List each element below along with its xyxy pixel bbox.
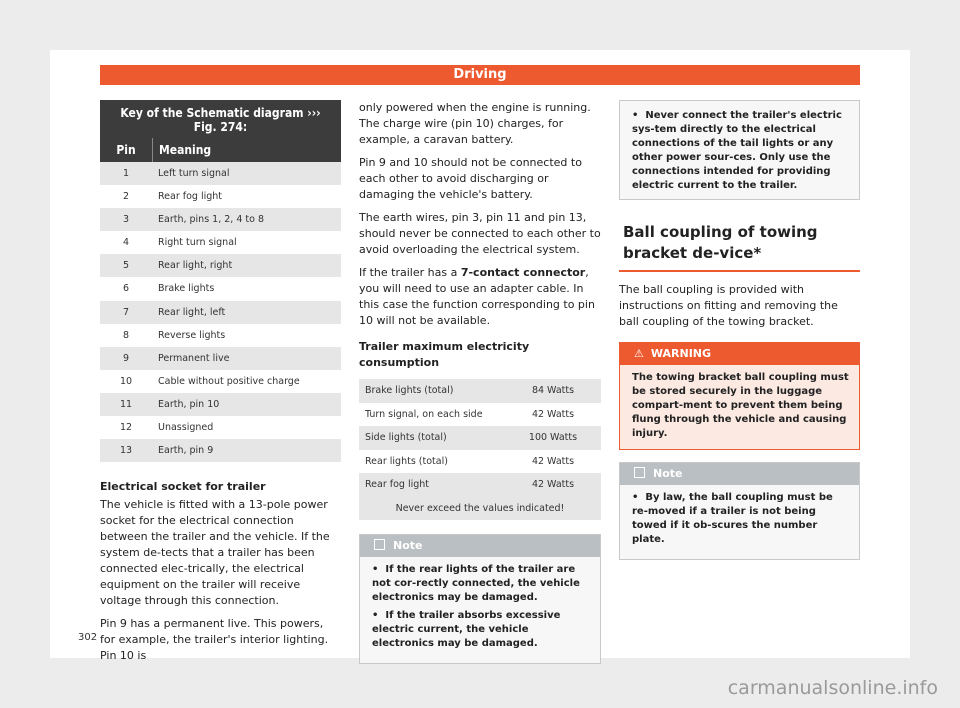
p4-pre: If the trailer has a <box>359 266 461 279</box>
table-row <box>100 254 341 277</box>
table-row <box>100 416 341 439</box>
paragraph-7-contact <box>359 265 601 329</box>
meaning-cell: Permanent live <box>158 352 230 364</box>
table-row <box>100 393 341 416</box>
note-title: Note <box>653 467 683 480</box>
note-box-trailer <box>359 534 601 664</box>
page-number: 302 <box>78 632 98 643</box>
consumption-table <box>359 379 601 520</box>
pin-cell: 11 <box>119 398 133 410</box>
key-table-header <box>100 100 341 162</box>
meaning-cell: Earth, pin 9 <box>158 445 214 457</box>
consumption-label: Rear lights (total) <box>365 455 448 467</box>
chapter-header <box>100 65 860 85</box>
key-table-body <box>100 162 341 462</box>
p4-bold: 7-contact connector <box>460 266 586 279</box>
consumption-value: 84 Watts <box>531 385 575 396</box>
pin-cell: 8 <box>122 329 130 341</box>
pin-cell: 13 <box>119 445 133 457</box>
column-right <box>619 100 860 560</box>
meaning-cell: Rear light, left <box>158 306 226 318</box>
consumption-footer <box>359 497 601 521</box>
note-item-text: By law, the ball coupling must be re-moved if a trailer is not being towed if it ob-scures the number plate. <box>632 492 833 545</box>
column-header-meaning: Meaning <box>159 143 212 157</box>
key-table-column-headers <box>100 138 341 162</box>
table-row <box>100 208 341 231</box>
warning-triangle-icon: ⚠ <box>634 347 644 360</box>
note-header <box>360 535 600 557</box>
table-row <box>100 277 341 300</box>
pin-cell: 4 <box>122 237 130 249</box>
consumption-value: 42 Watts <box>531 479 575 490</box>
pin-cell: 3 <box>122 214 130 226</box>
warning-body <box>620 365 859 449</box>
table-row <box>100 347 341 370</box>
consumption-value: 42 Watts <box>531 408 575 420</box>
consumption-label: Brake lights (total) <box>365 385 454 396</box>
note-icon <box>374 539 385 550</box>
pin-cell: 6 <box>122 283 130 295</box>
note-body <box>360 557 600 663</box>
table-row <box>100 185 341 208</box>
note-title: Note <box>393 539 423 552</box>
meaning-cell: Reverse lights <box>158 329 226 341</box>
socket-section-title: Electrical socket for trailer <box>100 480 266 494</box>
consumption-title: Trailer maximum electricity consumption <box>359 340 530 369</box>
note-body <box>620 485 859 559</box>
consumption-label: Turn signal, on each side <box>365 408 483 420</box>
consumption-value: 42 Watts <box>531 455 575 467</box>
meaning-cell: Unassigned <box>158 422 214 434</box>
info-item-text: Never connect the trailer's electric sys-tem directly to the electrical connections of the tail lights or any other power sour-ces. Only use the connections intended for providing electric current to the trailer. <box>632 110 842 191</box>
consumption-value: 100 Watts <box>528 432 578 443</box>
ball-coupling-paragraph: The ball coupling is provided with instructions on fitting and removing the ball coupling of the towing bracket. <box>619 283 838 328</box>
meaning-cell: Left turn signal <box>158 168 230 179</box>
pin-cell: 7 <box>122 306 130 318</box>
key-table-title: Key of the Schematic diagram ››› Fig. 274: <box>120 106 321 134</box>
meaning-cell: Cable without positive charge <box>158 375 300 387</box>
table-row <box>359 403 601 427</box>
table-row <box>359 426 601 450</box>
pin-cell: 12 <box>119 422 133 434</box>
warning-text: The towing bracket ball coupling must be stored securely in the luggage compart-ment to prevent them being flung through the vehicle and causing injury. <box>632 372 849 439</box>
table-row <box>359 450 601 474</box>
note-box-ball-coupling <box>619 462 860 560</box>
pin-cell: 9 <box>122 352 130 364</box>
consumption-label: Side lights (total) <box>365 432 447 443</box>
info-box-connection <box>619 100 860 200</box>
note-item: • If the trailer absorbs excessive electric current, the vehicle electronics may be damaged. <box>372 610 561 649</box>
note-item-text: If the rear lights of the trailer are not cor-rectly connected, the vehicle electronics may be damaged. <box>372 564 580 603</box>
warning-title: WARNING <box>650 347 712 360</box>
watermark: carmanualsonline.info <box>727 677 938 699</box>
pin-cell: 10 <box>119 375 133 387</box>
table-row <box>100 162 341 185</box>
p4-post: , you will need to use an adapter cable. In this case the function corresponding to pin 10 will not be available. <box>359 266 595 327</box>
column-middle <box>359 100 601 664</box>
table-row <box>100 301 341 324</box>
note-item-text: If the trailer absorbs excessive electric current, the vehicle electronics may be damaged. <box>372 610 561 649</box>
table-row <box>100 439 341 462</box>
table-row <box>359 379 601 403</box>
meaning-cell: Rear light, right <box>158 260 233 272</box>
paragraph-charge-wire: only powered when the engine is running. The charge wire (pin 10) charges, for example, a caravan battery. <box>359 101 591 146</box>
socket-paragraph-2: Pin 9 has a permanent live. This powers, for example, the trailer's interior lighting. Pin 10 is <box>100 617 329 663</box>
pin-cell: 5 <box>122 260 130 272</box>
paragraph-pin-9-10: Pin 9 and 10 should not be connected to each other to avoid discharging or damaging the vehicle's battery. <box>359 156 582 201</box>
meaning-cell: Brake lights <box>158 283 215 295</box>
note-item: • If the rear lights of the trailer are not cor-rectly connected, the vehicle electronics may be damaged. <box>372 564 580 603</box>
note-item: • By law, the ball coupling must be re-moved if a trailer is not being towed if it ob-scures the number plate. <box>632 492 833 545</box>
pin-cell: 1 <box>122 168 130 179</box>
table-row <box>359 473 601 497</box>
note-icon <box>634 467 645 478</box>
table-row <box>100 231 341 254</box>
warning-box <box>619 342 860 450</box>
section-heading-ball-coupling: Ball coupling of towing bracket de-vice* <box>619 222 860 272</box>
paragraph-earth-wires: The earth wires, pin 3, pin 11 and pin 13, should never be connected to each other to avoid overloading the electrical system. <box>359 211 601 256</box>
consumption-label: Rear fog light <box>365 479 430 490</box>
table-row <box>100 324 341 347</box>
meaning-cell: Rear fog light <box>158 191 223 203</box>
meaning-cell: Earth, pin 10 <box>158 398 220 410</box>
chapter-title: Driving <box>453 67 507 82</box>
column-left <box>100 100 341 664</box>
table-row <box>100 370 341 393</box>
pin-cell: 2 <box>122 191 130 203</box>
info-item: • Never connect the trailer's electric sys-tem directly to the electrical connections of the tail lights or any other power sour-ces. Only use the connections intended for providing electric current to the trailer. <box>632 110 842 191</box>
note-header <box>620 463 859 485</box>
consumption-footer-text: Never exceed the values indicated! <box>395 502 565 514</box>
socket-paragraph-1: The vehicle is fitted with a 13-pole power socket for the electrical connection between the trailer and the vehicle. If the system de-tects that a trailer has been connected elec-trically, the electrical equipment on the trailer will receive voltage through this connection. <box>100 498 330 608</box>
warning-header <box>620 343 859 365</box>
meaning-cell: Earth, pins 1, 2, 4 to 8 <box>158 214 265 226</box>
meaning-cell: Right turn signal <box>158 237 237 249</box>
column-header-pin: Pin <box>100 138 153 162</box>
